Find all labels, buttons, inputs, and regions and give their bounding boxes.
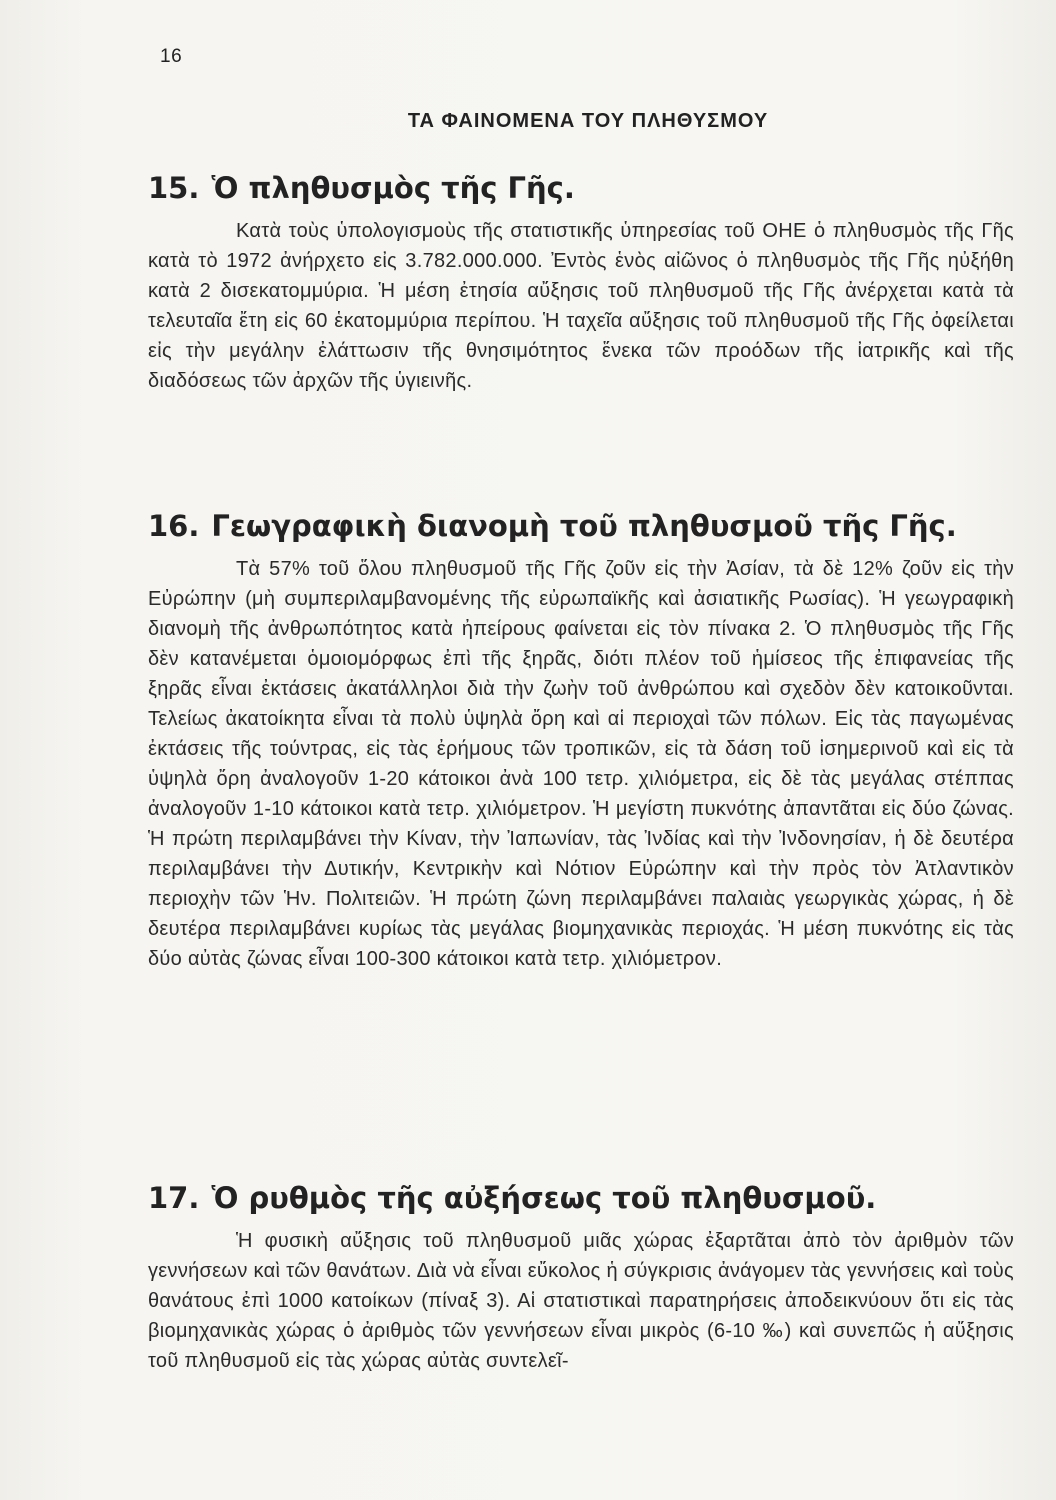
section-number: 17.: [148, 1181, 200, 1215]
section-17: [148, 1178, 1014, 1376]
section-heading: [148, 1178, 1014, 1218]
section-title: Γεωγραφικὴ διανομὴ τοῦ πληθυσμοῦ τῆς Γῆς.: [211, 509, 957, 543]
section-paragraph: Κατὰ τοὺς ὑπολογισμοὺς τῆς στατιστικῆς ὑπηρεσίας τοῦ ΟΗΕ ὁ πληθυσμὸς τῆς Γῆς κατὰ τὸ 1972 ἀνήρχετο εἰς 3.782.000.000. Ἐντὸς ἑνὸς αἰῶνος ὁ πληθυσμὸς τῆς Γῆς ηὐξήθη κατὰ 2 δισεκατομμύρια. Ἡ μέση ἐτησία αὔξησις τοῦ πληθυσμοῦ τῆς Γῆς ἀνέρχεται κατὰ τὰ τελευταῖα ἔτη εἰς 60 ἑκατομμύρια περίπου. Ἡ ταχεῖα αὔξησις τοῦ πληθυσμοῦ τῆς Γῆς ὀφείλεται εἰς τὴν μεγάλην ἐλάττωσιν τῆς θνησιμότητος ἕνεκα τῶν προόδων τῆς ἰατρικῆς καὶ τῆς διαδόσεως τῶν ἀρχῶν τῆς ὑγιεινῆς.: [148, 220, 1014, 392]
chapter-title: ΤΑ ΦΑΙΝΟΜΕΝΑ ΤΟΥ ΠΛΗΘΥΣΜΟΥ: [407, 110, 769, 132]
section-paragraph: Τὰ 57% τοῦ ὅλου πληθυσμοῦ τῆς Γῆς ζοῦν εἰς τὴν Ἀσίαν, τὰ δὲ 12% ζοῦν εἰς τὴν Εὐρώπην (μὴ συμπεριλαμβανομένης τῆς εὐρωπαϊκῆς καὶ ἀσιατικῆς Ρωσίας). Ἡ γεωγραφικὴ διανομὴ τῆς ἀνθρωπότητος κατὰ ἠπείρους φαίνεται εἰς τὸν πίνακα 2. Ὁ πληθυσμὸς τῆς Γῆς δὲν κατανέμεται ὁμοιομόρφως ἐπὶ τῆς ξηρᾶς, διότι πλέον τοῦ ἡμίσεος τῆς ἐπιφανείας τῆς ξηρᾶς εἶναι ἐκτάσεις ἀκατάλληλοι διὰ τὴν ζωὴν τοῦ ἀνθρώπου καὶ σχεδὸν δὲν κατοικοῦνται. Τελείως ἀκατοίκητα εἶναι τὰ πολὺ ὑψηλὰ ὄρη καὶ αἱ περιοχαὶ τῶν πόλων. Εἰς τὰς παγωμένας ἐκτάσεις τῆς τούντρας, εἰς τὰς ἐρήμους τῶν τροπικῶν, εἰς τὰ δάση τοῦ ἰσημερινοῦ καὶ εἰς τὰ ὑψηλὰ ὄρη ἀναλογοῦν 1-20 κάτοικοι ἀνὰ 100 τετρ. χιλιόμετρα, εἰς δὲ τὰς μεγάλας στέππας ἀναλογοῦν 1-10 κάτοικοι κατὰ τετρ. χιλιόμετρον. Ἡ μεγίστη πυκνότης ἀπαντᾶται εἰς δύο ζώνας. Ἡ πρώτη περιλαμβάνει τὴν Κίναν, τὴν Ἰαπωνίαν, τὰς Ἰνδίας καὶ τὴν Ἰνδονησίαν, ἡ δὲ δευτέρα περιλαμβάνει τὴν Δυτικήν, Κεντρικὴν καὶ Νότιον Εὐρώπην καὶ τὴν πρὸς τὸν Ἀτλαντικὸν περιοχὴν τῶν Ἡν. Πολιτειῶν. Ἡ πρώτη ζώνη περιλαμβάνει παλαιὰς γεωργικὰς χώρας, ἡ δὲ δευτέρα περιλαμβάνει κυρίως τὰς μεγάλας βιομηχανικὰς περιοχάς. Ἡ μέση πυκνότης εἰς τὰς δύο αὐτὰς ζώνας εἶναι 100-300 κάτοικοι κατὰ τετρ. χιλιόμετρον.: [148, 558, 1014, 970]
section-paragraph: Ἡ φυσικὴ αὔξησις τοῦ πληθυσμοῦ μιᾶς χώρας ἐξαρτᾶται ἀπὸ τὸν ἀριθμὸν τῶν γεννήσεων καὶ τῶν θανάτων. Διὰ νὰ εἶναι εὔκολος ἡ σύγκρισις ἀνάγομεν τὰς γεννήσεις καὶ τοὺς θανάτους ἐπὶ 1000 κατοίκων (πίναξ 3). Αἱ στατιστικαὶ παρατηρήσεις ἀποδεικνύουν ὅτι εἰς τὰς βιομηχανικὰς χώρας ὁ ἀριθμὸς τῶν γεννήσεων εἶναι μικρὸς (6-10 ‰) καὶ συνεπῶς ἡ αὔξησις τοῦ πληθυσμοῦ εἰς τὰς χώρας αὐτὰς συντελεῖ-: [148, 1230, 1014, 1372]
section-16: [148, 506, 1014, 974]
section-number: 16.: [148, 509, 200, 543]
section-title: Ὁ ρυθμὸς τῆς αὐξήσεως τοῦ πληθυσμοῦ.: [211, 1181, 877, 1215]
section-title: Ὁ πληθυσμὸς τῆς Γῆς.: [211, 171, 575, 205]
section-heading: [148, 168, 1014, 208]
page-number: 16: [160, 46, 183, 67]
section-number: 15.: [148, 171, 200, 205]
section-15: [148, 168, 1014, 396]
section-heading: [148, 506, 1014, 546]
